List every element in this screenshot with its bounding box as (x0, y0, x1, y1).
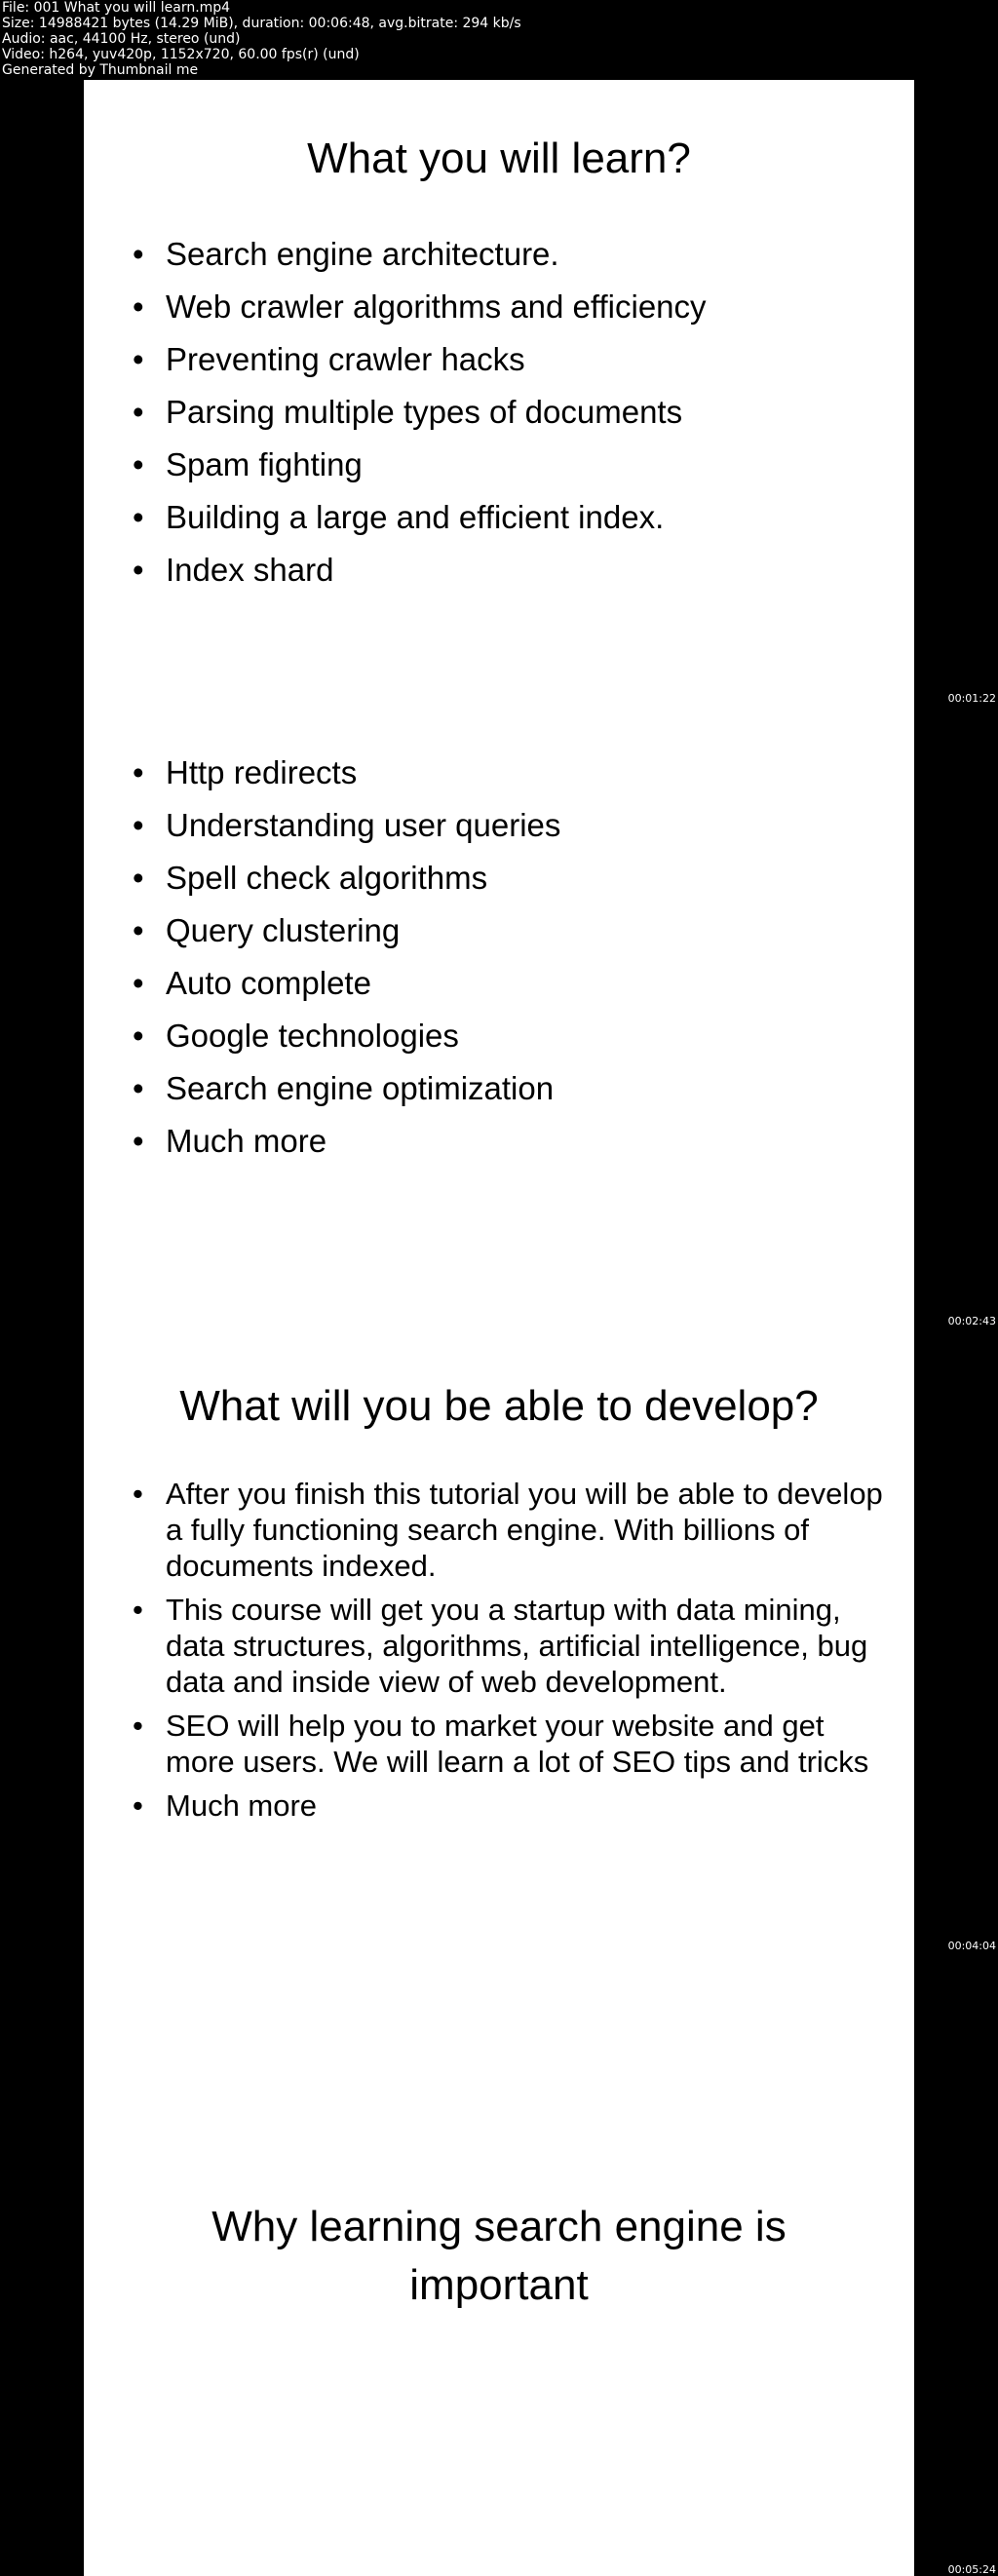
bullet-icon: • (133, 236, 144, 272)
video-info-line: Video: h264, yuv420p, 1152x720, 60.00 fps(r) (und) (2, 47, 360, 62)
list-item: • Understanding user queries (133, 807, 561, 843)
bullet-icon: • (133, 1709, 143, 1743)
file-size-line: Size: 14988421 bytes (14.29 MiB), duration: 00:06:48, avg.bitrate: 294 kb/s (2, 16, 521, 31)
list-item: • Web crawler algorithms and efficiency (133, 288, 707, 325)
bullet-icon: • (133, 1788, 143, 1823)
list-item: • SEO will help you to market your website and get more users. We will learn a lot of SEO tips and tricks (133, 1709, 869, 1779)
thumbnail-frame-2 (84, 702, 914, 1327)
thumbnail-frame-1 (84, 80, 914, 702)
frame-timestamp: 00:01:22 (947, 692, 996, 705)
list-item: • Query clustering (133, 912, 401, 948)
list-item: • Preventing crawler hacks (133, 341, 525, 377)
bullet-icon: • (133, 860, 144, 896)
list-item: • Spam fighting (133, 446, 363, 482)
frame-timestamp: 00:04:04 (947, 1940, 996, 1952)
bullet-list (133, 236, 883, 589)
bullet-list (133, 754, 883, 1160)
slide-title: What will you be able to develop? (179, 1382, 819, 1430)
bullet-icon: • (133, 1593, 143, 1627)
bullet-icon: • (133, 1123, 144, 1159)
bullet-icon: • (133, 1070, 144, 1106)
list-item: • Much more (133, 1123, 327, 1159)
bullet-icon: • (133, 341, 144, 377)
slide-title: What you will learn? (307, 135, 691, 182)
list-item: • Spell check algorithms (133, 860, 488, 896)
audio-info-line: Audio: aac, 44100 Hz, stereo (und) (2, 31, 241, 47)
file-metadata (2, 0, 996, 78)
bullet-icon: • (133, 288, 144, 325)
slide-title-line-2: important (409, 2261, 589, 2309)
bullet-icon: • (133, 754, 144, 790)
bullet-icon: • (133, 499, 144, 535)
list-item: • Http redirects (133, 754, 358, 790)
list-item: • Google technologies (133, 1018, 459, 1054)
slide-title-line-1: Why learning search engine is (211, 2203, 787, 2250)
list-item: • Building a large and efficient index. (133, 499, 665, 535)
thumbnail-frame-3 (84, 1327, 914, 1951)
file-name-line: File: 001 What you will learn.mp4 (2, 0, 231, 16)
bullet-icon: • (133, 912, 144, 948)
list-item: • This course will get you a startup with data mining, data structures, algorithms, artificial intelligence, bug data and inside view of web development. (133, 1593, 868, 1699)
bullet-icon: • (133, 807, 144, 843)
bullet-icon: • (133, 394, 144, 430)
bullet-icon: • (133, 1018, 144, 1054)
bullet-list (133, 1476, 883, 1824)
frame-timestamp: 00:02:43 (947, 1315, 996, 1327)
bullet-icon: • (133, 965, 144, 1001)
bullet-icon: • (133, 552, 144, 588)
list-item: • Search engine architecture. (133, 236, 559, 272)
thumbnail-frame-4 (84, 1951, 914, 2576)
list-item: • Auto complete (133, 965, 371, 1001)
bullet-icon: • (133, 1477, 143, 1511)
list-item: • Parsing multiple types of documents (133, 394, 683, 430)
list-item: • After you finish this tutorial you will be able to develop a fully functioning search engine. With billions of documents indexed. (133, 1477, 883, 1583)
generator-line: Generated by Thumbnail me (2, 62, 199, 78)
bullet-icon: • (133, 446, 144, 482)
list-item: • Index shard (133, 552, 334, 588)
list-item: • Search engine optimization (133, 1070, 555, 1106)
frame-timestamp: 00:05:24 (947, 2563, 996, 2576)
list-item: • Much more (133, 1788, 318, 1823)
